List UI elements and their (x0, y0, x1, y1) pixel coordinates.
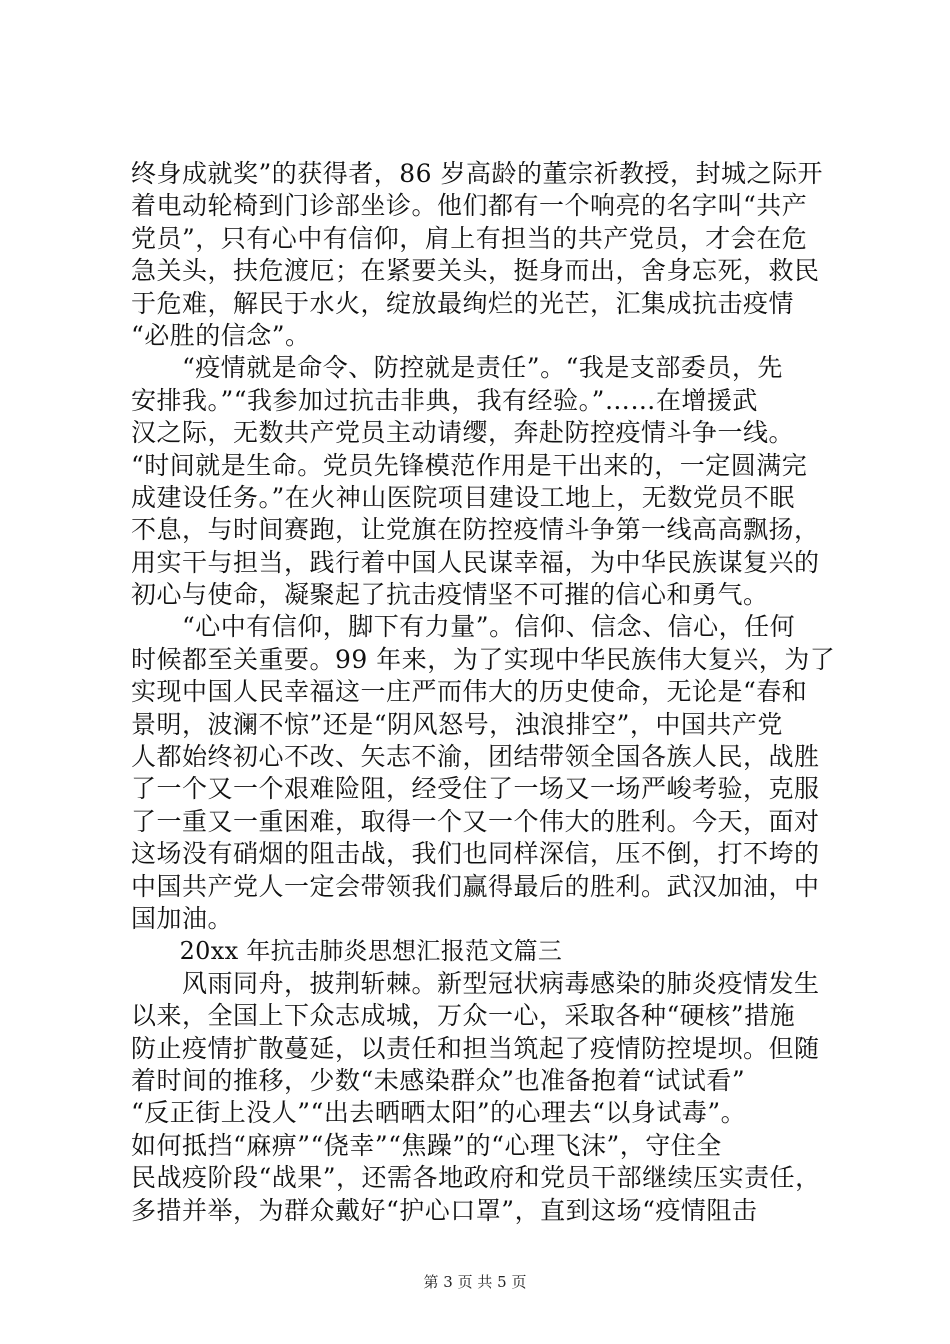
text-line: 国加油。 (131, 903, 234, 933)
body-text (131, 158, 836, 1227)
text-line: 用实干与担当，践行着中国人民谋幸福，为中华民族谋复兴的 (131, 547, 820, 577)
text-line: 不息，与时间赛跑，让党旗在防控疫情斗争第一线高高飘扬， (131, 515, 820, 545)
text-line: 安排我。”“我参加过抗击非典，我有经验。”……在增援武 (131, 385, 758, 415)
text-line: 了一重又一重困难，取得一个又一个伟大的胜利。今天，面对 (131, 806, 820, 836)
text-line: 初心与使命，凝聚起了抗击疫情坚不可摧的信心和勇气。 (131, 580, 769, 610)
text-line: “疫情就是命令、防控就是责任”。“我是支部委员，先 (131, 353, 783, 383)
text-line: 以来，全国上下众志成城，万众一心，采取各种“硬核”措施 (131, 1001, 796, 1031)
text-line: 风雨同舟，披荆斩棘。新型冠状病毒感染的肺炎疫情发生 (131, 968, 820, 998)
text-line: “必胜的信念”。 (131, 320, 311, 350)
text-line: 民战疫阶段“战果”，还需各地政府和党员干部继续压实责任， (131, 1163, 821, 1193)
text-line: 多措并举，为群众戴好“护心口罩”，直到这场“疫情阻击 (131, 1195, 758, 1225)
text-line: 这场没有硝烟的阻击战，我们也同样深信，压不倒，打不垮的 (131, 839, 820, 869)
text-line: 于危难，解民于水火，绽放最绚烂的光芒，汇集成抗击疫情 (131, 288, 795, 318)
text-line: 急关头，扶危渡厄；在紧要关头，挺身而出，舍身忘死，救民 (131, 256, 820, 286)
text-line: 着时间的推移，少数“未感染群众”也准备抱着“试试看” (131, 1065, 746, 1095)
text-line: 汉之际，无数共产党员主动请缨，奔赴防控疫情斗争一线。 (131, 418, 795, 448)
text-line: 了一个又一个艰难险阻，经受住了一场又一场严峻考验，克服 (131, 774, 820, 804)
text-line: 防止疫情扩散蔓延，以责任和担当筑起了疫情防控堤坝。但随 (131, 1033, 820, 1063)
text-line: “时间就是生命。党员先锋模范作用是干出来的，一定圆满完 (131, 450, 808, 480)
text-line: 景明，波澜不惊”还是“阴风怒号，浊浪排空”，中国共产党 (131, 709, 783, 739)
text-line: 党员”，只有心中有信仰，肩上有担当的共产党员，才会在危 (131, 223, 808, 253)
page-number-label: 第 3 页 共 5 页 (423, 1273, 527, 1291)
text-line: 中国共产党人一定会带领我们赢得最后的胜利。武汉加油，中 (131, 871, 820, 901)
text-line: 人都始终初心不改、矢志不渝，团结带领全国各族人民，战胜 (131, 742, 820, 772)
section-heading: 20xx 年抗击肺炎思想汇报范文篇三 (131, 937, 563, 966)
text-line: 实现中国人民幸福这一庄严而伟大的历史使命，无论是“春和 (131, 677, 808, 707)
text-line: 着电动轮椅到门诊部坐诊。他们都有一个响亮的名字叫“共产 (131, 191, 808, 221)
text-line: 成建设任务。”在火神山医院项目建设工地上，无数党员不眠 (131, 482, 795, 512)
text-line: 如何抵挡“麻痹”“侥幸”“焦躁”的“心理飞沫”，守住全 (131, 1130, 722, 1160)
text-line: “反正街上没人”“出去晒晒太阳”的心理去“以身试毒”。 (131, 1098, 747, 1128)
text-line: “心中有信仰，脚下有力量”。信仰、信念、信心，任何 (131, 612, 796, 642)
page-footer (0, 1272, 950, 1292)
text-line: 终身成就奖”的获得者，86 岁高龄的董宗祈教授，封城之际开 (131, 159, 824, 188)
text-line: 时候都至关重要。99 年来，为了实现中华民族伟大复兴，为了 (131, 644, 836, 674)
